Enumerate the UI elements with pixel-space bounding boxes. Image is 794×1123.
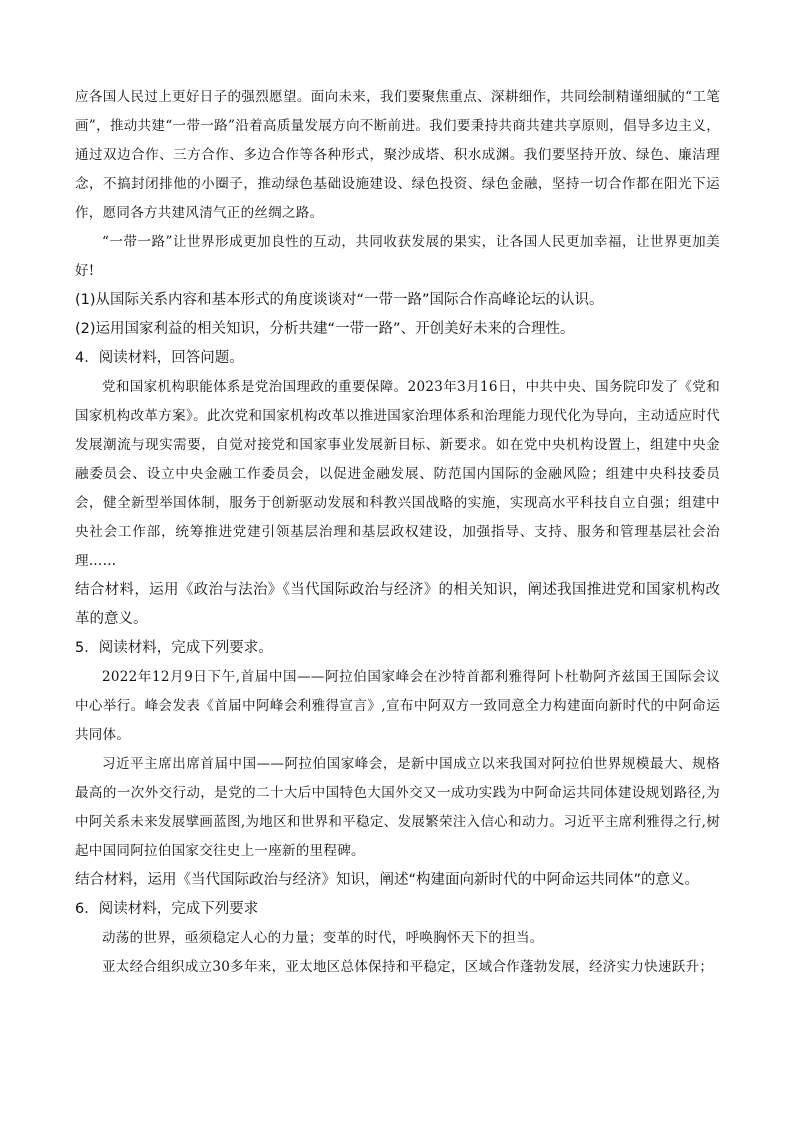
question-5-prompt: 结合材料，运用《当代国际政治与经济》知识，阐述“构建面向新时代的中阿命运共同体”的意义。 xyxy=(75,872,700,888)
material-paragraph-6a: 动荡的世界，亟须稳定人心的力量；变革的时代，呼唤胸怀天下的担当。 xyxy=(102,930,544,946)
question-5-heading: 5．阅读材料，完成下列要求。 xyxy=(75,640,273,656)
question-3-1: (1)从国际关系内容和基本形式的角度谈谈对“一带一路”国际合作高峰论坛的认识。 xyxy=(75,292,604,308)
question-3-2: (2)运用国家利益的相关知识，分析共建“一带一路”、开创美好未来的合理性。 xyxy=(75,321,575,337)
material-paragraph-5a: 2022年12月9日下午,首届中国——阿拉伯国家峰会在沙特首都利雅得阿卜杜勒阿齐兹国王国际会议中心举行。峰会发表《首届中阿峰会利雅得宣言》,宣布中阿双方一致同意全力构建面向新时代的中阿命运共同体。 xyxy=(75,669,720,743)
question-4-prompt: 结合材料，运用《政治与法治》《当代国际政治与经济》的相关知识，阐述我国推进党和国家机构改革的意义。 xyxy=(75,582,720,627)
material-paragraph-2: “一带一路”让世界形成更加良性的互动，共同收获发展的果实，让各国人民更加幸福，让世界更加美好! xyxy=(75,234,720,279)
document-content xyxy=(75,83,720,982)
material-paragraph-4: 党和国家机构职能体系是党治国理政的重要保障。2023年3月16日，中共中央、国务院印发了《党和国家机构改革方案》。此次党和国家机构改革以推进国家治理体系和治理能力现代化为导向，主动适应时代发展潮流与现实需要，自觉对接党和国家事业发展新目标、新要求。如在党中央机构设置上，组建中央金融委员会、设立中央金融工作委员会，以促进金融发展、防范国内国际的金融风险；组建中央科技委员会，健全新型举国体制，服务于创新驱动发展和科教兴国战略的实施，实现高水平科技自立自强；组建中央社会工作部，统筹推进党建引领基层治理和基层政权建设，加强指导、支持、服务和管理基层社会治理…… xyxy=(75,379,720,569)
question-6-heading: 6．阅读材料，完成下列要求 xyxy=(75,901,259,917)
material-paragraph-5b: 习近平主席出席首届中国——阿拉伯国家峰会，是新中国成立以来我国对阿拉伯世界规模最大、规格最高的一次外交行动，是党的二十大后中国特色大国外交又一成功实践为中阿命运共同体建设规划路径,为中阿关系未来发展擘画蓝图,为地区和世界和平稳定、发展繁荣注入信心和动力。习近平主席利雅得之行,树起中国同阿拉伯国家交往史上一座新的里程碑。 xyxy=(75,756,720,859)
material-paragraph-6b: 亚太经合组织成立30多年来，亚太地区总体保持和平稳定，区域合作蓬勃发展，经济实力快速跃升； xyxy=(102,959,714,975)
material-paragraph-1: 应各国人民过上更好日子的强烈愿望。面向未来，我们要聚焦重点、深耕细作，共同绘制精谨细腻的“工笔画”，推动共建“一带一路”沿着高质量发展方向不断前进。我们要秉持共商共建共享原则，倡导多边主义，通过双边合作、三方合作、多边合作等各种形式，聚沙成塔、积水成渊。我们要坚持开放、绿色、廉洁理念，不搞封闭排他的小圈子，推动绿色基础设施建设、绿色投资、绿色金融，坚持一切合作都在阳光下运作，愿同各方共建风清气正的丝绸之路。 xyxy=(75,89,720,221)
question-4-heading: 4．阅读材料，回答问题。 xyxy=(75,350,244,366)
